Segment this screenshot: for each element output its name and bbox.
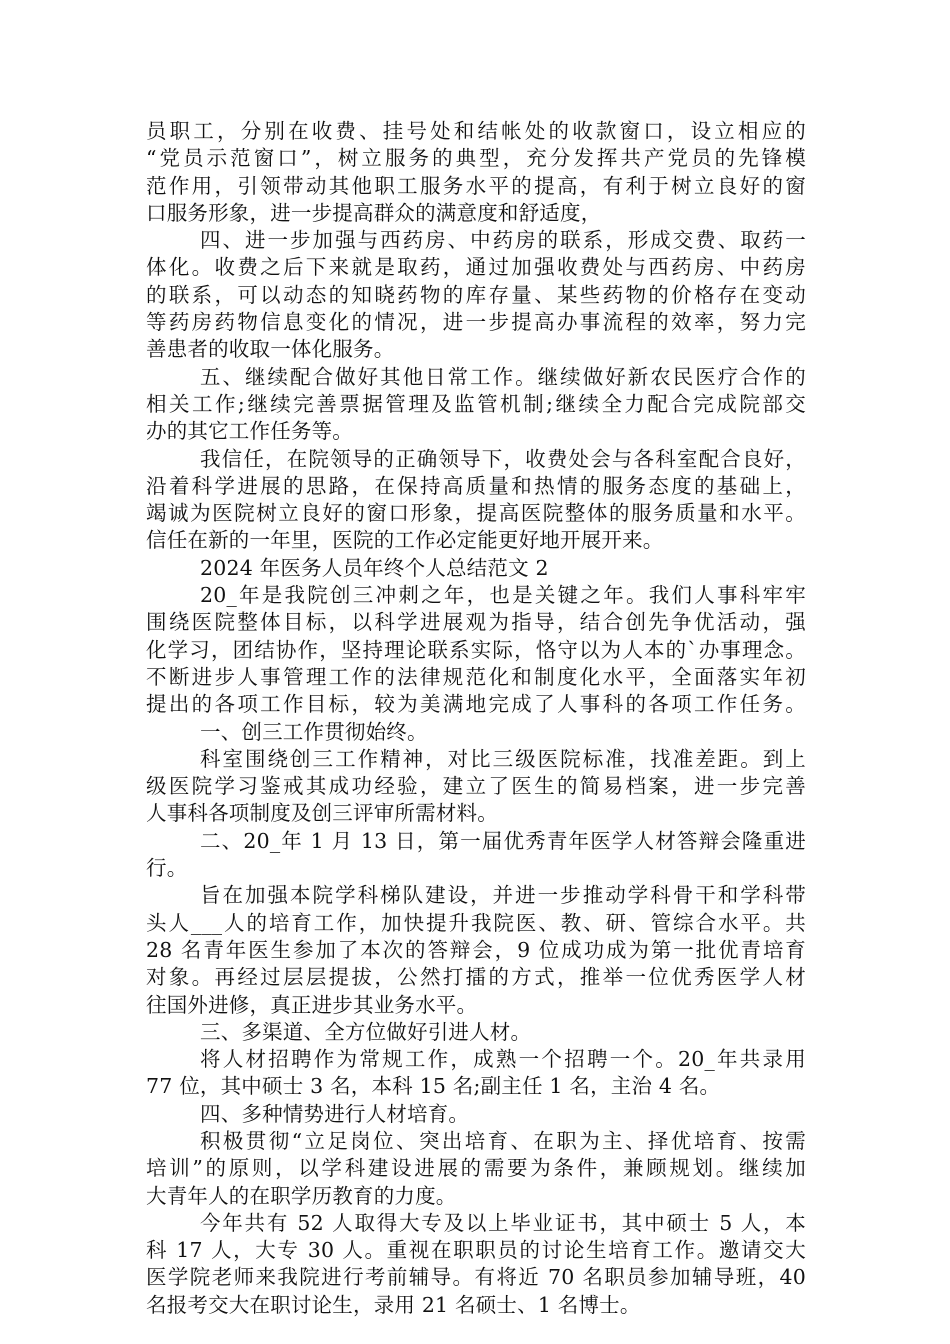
text-line: 化学习，团结协作，坚持理论联系实际，恪守以为人本的`办事理念。 xyxy=(146,637,806,662)
text-line: 信任在新的一年里，医院的工作必定能更好地开展开来。 xyxy=(146,528,664,553)
text-line: 旨在加强本院学科梯队建设，并进一步推动学科骨干和学科带 xyxy=(200,883,806,908)
text-line: 善患者的收取一体化服务。 xyxy=(146,337,395,362)
text-line: 相关工作;继续完善票据管理及监管机制;继续全力配合完成院部交 xyxy=(146,391,806,416)
text-line: 员职工，分别在收费、挂号处和结帐处的收款窗口，设立相应的 xyxy=(146,119,806,143)
text-line: 28 名青年医生参加了本次的答辩会，9 位成功成为第一批优青培育 xyxy=(146,937,806,962)
text-line: 体化。收费之后下来就是取药，通过加强收费处与西药房、中药房 xyxy=(146,255,806,280)
text-line: 级医院学习鉴戒其成功经验，建立了医生的简易档案，进一步完善 xyxy=(146,774,806,799)
text-line: 今年共有 52 人取得大专及以上毕业证书，其中硕士 5 人，本 xyxy=(200,1210,806,1235)
text-line: 四、进一步加强与西药房、中药房的联系，形成交费、取药一 xyxy=(200,228,806,253)
text-line: 口服务形象，进一步提高群众的满意度和舒适度， xyxy=(146,200,602,225)
text-line: 三、多渠道、全方位做好引进人材。 xyxy=(200,1019,532,1044)
text-line: 往国外进修，真正进步其业务水平。 xyxy=(146,992,478,1017)
text-line: 等药房药物信息变化的情况，进一步提高办事流程的效率，努力完 xyxy=(146,310,806,335)
text-line: 医学院老师来我院进行考前辅导。有将近 70 名职员参加辅导班，40 xyxy=(146,1265,806,1290)
text-line: 积极贯彻“立足岗位、突出培育、在职为主、择优培育、按需 xyxy=(200,1128,806,1153)
text-line: 竭诚为医院树立良好的窗口形象，提高医院整体的服务质量和水平。 xyxy=(146,501,806,526)
text-line: 培训”的原则，以学科建设进展的需要为条件，兼顾规划。继续加 xyxy=(146,1156,806,1181)
text-line: 77 位，其中硕士 3 名，本科 15 名;副主任 1 名，主治 4 名。 xyxy=(146,1074,721,1099)
text-line: 的联系，可以动态的知晓药物的库存量、某些药物的价格存在变动 xyxy=(146,282,806,307)
text-line: 我信任，在院领导的正确领导下，收费处会与各科室配合良好， xyxy=(200,446,806,471)
text-line: 范作用，引领带动其他职工服务水平的提高，有利于树立良好的窗 xyxy=(146,173,806,198)
text-line: 不断进步人事管理工作的法律规范化和制度化水平，全面落实年初 xyxy=(146,664,806,689)
text-line: 办的其它工作任务等。 xyxy=(146,419,353,444)
text-line: 二、20_年 1 月 13 日，第一届优秀青年医学人材答辩会隆重进 xyxy=(200,828,806,853)
text-line: 一、创三工作贯彻始终。 xyxy=(200,719,428,744)
text-line: “党员示范窗口”，树立服务的典型，充分发挥共产党员的先锋模 xyxy=(146,146,806,171)
text-line: 科 17 人，大专 30 人。重视在职职员的讨论生培育工作。邀请交大 xyxy=(146,1238,806,1263)
text-line: 头人___人的培育工作，加快提升我院医、教、研、管综合水平。共 xyxy=(146,910,806,935)
document-page xyxy=(146,118,806,1319)
text-line: 对象。再经过层层提拔，公然打擂的方式，推举一位优秀医学人材 xyxy=(146,965,806,990)
text-line: 提出的各项工作目标，较为美满地完成了人事科的各项工作任务。 xyxy=(146,692,806,717)
text-line: 五、继续配合做好其他日常工作。继续做好新农民医疗合作的 xyxy=(200,364,806,389)
text-line: 沿着科学进展的思路，在保持高质量和热情的服务态度的基础上， xyxy=(146,473,806,498)
text-line: 20_年是我院创三冲刺之年，也是关键之年。我们人事科牢牢 xyxy=(200,583,806,608)
text-line: 大青年人的在职学历教育的力度。 xyxy=(146,1183,457,1208)
text-line: 将人材招聘作为常规工作，成熟一个招聘一个。20_年共录用 xyxy=(200,1047,806,1072)
text-line: 人事科各项制度及创三评审所需材料。 xyxy=(146,801,498,826)
text-line: 围绕医院整体目标，以科学进展观为指导，结合创先争优活动，强 xyxy=(146,610,806,635)
text-line: 科室围绕创三工作精神，对比三级医院标准，找准差距。到上 xyxy=(200,746,806,771)
text-line: 名报考交大在职讨论生，录用 21 名硕士、1 名博士。 xyxy=(146,1292,641,1317)
text-line: 行。 xyxy=(146,856,188,881)
text-line: 2024 年医务人员年终个人总结范文 2 xyxy=(200,555,549,580)
text-line: 四、多种情势进行人材培育。 xyxy=(200,1101,470,1126)
